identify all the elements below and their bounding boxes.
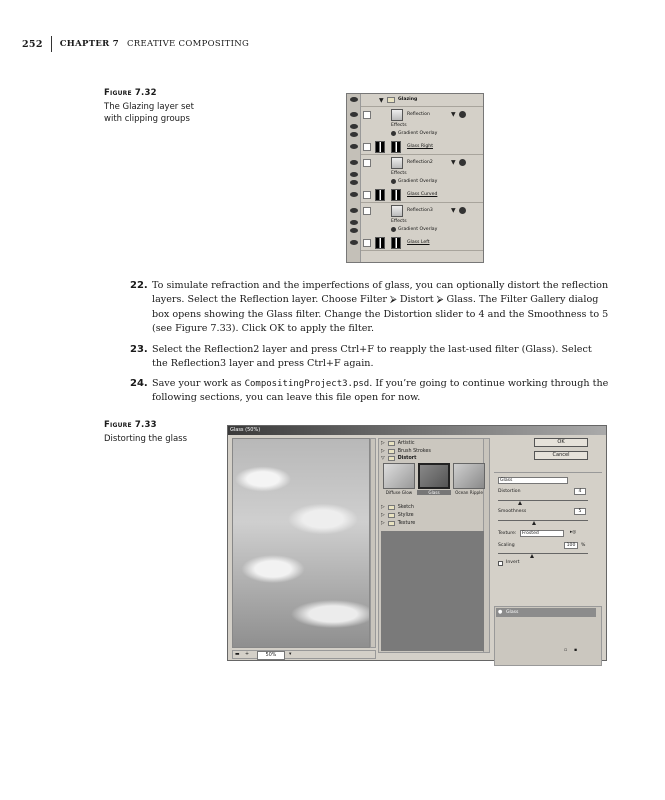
layer-thumbnail (391, 109, 403, 121)
category-label: Texture (397, 521, 416, 526)
eye-icon[interactable] (350, 124, 358, 129)
thumb-caption: Glass (417, 490, 451, 495)
collapse-arrow-icon: ▽ (381, 456, 385, 461)
effects-label: Effects (391, 123, 407, 128)
expand-arrow-icon: ▷ (381, 441, 385, 446)
step-number: 22. (130, 280, 148, 291)
effect-row[interactable] (347, 130, 484, 139)
fx-icon (459, 111, 466, 118)
smoothness-label: Smoothness (498, 509, 527, 514)
smoothness-slider-handle[interactable] (532, 521, 536, 525)
running-header (22, 36, 249, 52)
new-effect-icon[interactable]: ▫ (564, 648, 568, 653)
folder-open-icon (388, 456, 395, 461)
eye-icon[interactable] (350, 97, 358, 102)
step-text: Select the Reflection2 layer and press Ctrl+F to reapply the last-used filter (Glass). Select the Reflection3 layer and press Ctrl+F again. (152, 344, 592, 370)
expand-arrow-icon: ▷ (381, 449, 385, 454)
step-24 (130, 377, 610, 406)
eye-icon[interactable] (350, 228, 358, 233)
clip-layer-row[interactable] (347, 187, 484, 202)
page-number: 252 (22, 38, 43, 50)
category-stylize[interactable] (381, 513, 414, 518)
eye-icon[interactable] (350, 160, 358, 165)
fx-arrow-icon[interactable]: ▼ (451, 159, 456, 166)
effect-icon (391, 179, 396, 184)
layer-name: Reflection3 (407, 208, 433, 213)
effect-row[interactable] (347, 178, 484, 187)
eye-icon[interactable] (350, 172, 358, 177)
category-label: Artistic (397, 441, 415, 446)
link-box[interactable] (363, 207, 371, 215)
fx-arrow-icon[interactable]: ▼ (451, 207, 456, 214)
figure-7-32-caption (104, 101, 194, 125)
layer-name: Glass Curved (407, 192, 438, 197)
effect-name: Gradient Overlay (398, 227, 438, 232)
category-sketch[interactable] (381, 505, 414, 510)
step-number: 24. (130, 378, 148, 389)
distortion-slider-handle[interactable] (518, 501, 522, 505)
distortion-slider[interactable] (498, 500, 588, 501)
eye-icon[interactable]: ● (498, 609, 503, 615)
eye-icon[interactable] (350, 192, 358, 197)
eye-icon[interactable] (350, 240, 358, 245)
folder-icon (388, 449, 395, 454)
preview-scrollbar[interactable] (370, 438, 376, 648)
smoothness-input[interactable]: 5 (574, 508, 586, 515)
effects-label: Effects (391, 219, 407, 224)
folder-icon (387, 97, 395, 103)
scaling-label: Scaling (498, 543, 515, 548)
effects-label: Effects (391, 171, 407, 176)
eye-icon[interactable] (350, 208, 358, 213)
eye-icon[interactable] (350, 112, 358, 117)
caption-line: with clipping groups (104, 114, 190, 124)
chapter-title: CREATIVE COMPOSITING (126, 39, 250, 49)
effect-name: Gradient Overlay (398, 179, 438, 184)
scaling-input[interactable]: 100 (564, 542, 578, 549)
delete-effect-icon[interactable]: ▪ (574, 648, 578, 653)
filter-thumbnails (383, 463, 487, 497)
filter-select[interactable]: Glass (498, 477, 568, 484)
effect-row[interactable] (347, 226, 484, 235)
fx-arrow-icon[interactable]: ▼ (451, 111, 456, 118)
texture-label: Texture: (498, 531, 517, 536)
category-brush-strokes[interactable] (381, 449, 431, 454)
folder-icon (388, 513, 395, 518)
step-23 (130, 343, 610, 372)
preview-image (232, 438, 370, 648)
settings-panel (494, 472, 602, 592)
clip-layer-row[interactable] (347, 235, 484, 250)
invert-checkbox[interactable] (498, 561, 503, 566)
category-label: Stylize (397, 513, 414, 518)
figure-7-33-caption: Distorting the glass (104, 434, 188, 444)
effect-layer-glass[interactable] (496, 608, 596, 617)
step-22 (130, 279, 610, 336)
invert-label: Invert (506, 560, 520, 565)
layer-thumbnail (375, 237, 385, 249)
expand-arrow-icon: ▷ (381, 521, 385, 526)
category-label: Brush Strokes (397, 449, 431, 454)
step-text (152, 377, 610, 406)
thumb-caption: Diffuse Glow (385, 490, 413, 495)
folder-icon (388, 441, 395, 446)
file-name: CompositingProject3.psd (244, 379, 370, 389)
effect-layers-list (494, 606, 602, 666)
effect-icon (391, 131, 396, 136)
layer-name: Glass Right (407, 144, 433, 149)
distortion-input[interactable]: 4 (574, 488, 586, 495)
thumb-caption: Ocean Ripple (455, 490, 483, 495)
category-artistic[interactable] (381, 441, 415, 446)
link-box[interactable] (363, 239, 371, 247)
zoom-bar (232, 650, 376, 659)
zoom-in-button[interactable]: + (245, 652, 250, 657)
ok-button[interactable]: OK (534, 438, 588, 447)
mask-thumbnail (391, 141, 401, 153)
caption-line: The Glazing layer set (104, 102, 194, 112)
chapter-label: CHAPTER 7 (59, 39, 119, 49)
folder-icon (388, 521, 395, 526)
smoothness-slider[interactable] (498, 520, 588, 521)
eye-icon[interactable] (350, 180, 358, 185)
dialog-title: Glass (50%) (228, 426, 606, 435)
thumb-diffuse-glow[interactable] (383, 463, 415, 489)
zoom-out-button[interactable]: ▬ (235, 652, 240, 657)
zoom-dropdown-icon[interactable]: ▾ (289, 652, 292, 657)
tree-empty-area (381, 531, 484, 651)
figure-7-32-label: Figure 7.32 (104, 88, 157, 98)
group-name: Glazing (398, 97, 418, 102)
mask-thumbnail (391, 189, 401, 201)
layer-name: Glass Left (407, 240, 430, 245)
clip-layer-row[interactable] (347, 139, 484, 154)
layer-row[interactable] (347, 107, 484, 122)
effect-icon (391, 227, 396, 232)
layer-name: Reflection (407, 112, 430, 117)
layer-thumbnail (375, 189, 385, 201)
texture-select[interactable]: Frosted (520, 530, 564, 537)
link-box[interactable] (363, 191, 371, 199)
layers-panel (346, 93, 484, 263)
eye-icon[interactable] (350, 132, 358, 137)
link-box[interactable] (363, 159, 371, 167)
mask-thumbnail (391, 237, 401, 249)
layer-row[interactable] (347, 203, 484, 218)
category-texture[interactable] (381, 521, 415, 526)
step-text-part: . If you’re going to continue working through the following sections, you can leave this file open for now. (152, 378, 609, 404)
percent-sign: % (581, 543, 586, 548)
layer-row[interactable] (347, 155, 484, 170)
filter-controls (494, 438, 604, 658)
cancel-button[interactable]: Cancel (534, 451, 588, 460)
step-text-part: Save your work as (152, 378, 245, 389)
figure-7-33-label: Figure 7.33 (104, 420, 157, 430)
eye-icon[interactable] (350, 144, 358, 149)
layer-thumbnail (391, 157, 403, 169)
layer-thumbnail (375, 141, 385, 153)
scaling-slider[interactable] (498, 553, 588, 554)
effect-name: Gradient Overlay (398, 131, 438, 136)
filter-gallery-tree (378, 438, 490, 653)
fx-icon (459, 159, 466, 166)
link-box[interactable] (363, 111, 371, 119)
layer-group-row[interactable] (347, 94, 484, 106)
step-number: 23. (130, 344, 148, 355)
zoom-value[interactable]: 50% (257, 651, 285, 660)
glass-filter-dialog (227, 425, 607, 661)
category-label: Distort (397, 456, 417, 461)
category-label: Sketch (397, 505, 414, 510)
thumb-ocean-ripple[interactable] (453, 463, 485, 489)
texture-menu-icon[interactable]: ▸◎ (570, 530, 577, 535)
header-divider (51, 36, 52, 52)
divider (361, 250, 483, 251)
thumb-glass[interactable] (418, 463, 450, 489)
fx-icon (459, 207, 466, 214)
eye-icon[interactable] (350, 220, 358, 225)
expand-arrow-icon: ▷ (381, 513, 385, 518)
layer-thumbnail (391, 205, 403, 217)
folder-icon (388, 505, 395, 510)
layer-name: Reflection2 (407, 160, 433, 165)
link-box[interactable] (363, 143, 371, 151)
category-distort[interactable] (381, 456, 416, 461)
effect-layer-label: Glass (506, 610, 519, 615)
scaling-slider-handle[interactable] (530, 554, 534, 558)
expand-arrow-icon: ▷ (381, 505, 385, 510)
collapse-arrow-icon[interactable]: ▼ (379, 97, 384, 104)
step-text: To simulate refraction and the imperfections of glass, you can optionally distort the reflection layers. Select the Reflection layer. Choose Filter ⮚ Distort ⮚ Glass. The Filter Gallery dialog box opens showing the Glass filter. Change the Distortion slider to 4 and the Smoothness to 5 (see Figure 7.33). Click OK to apply the filter. (152, 280, 609, 334)
distortion-label: Distortion (498, 489, 521, 494)
